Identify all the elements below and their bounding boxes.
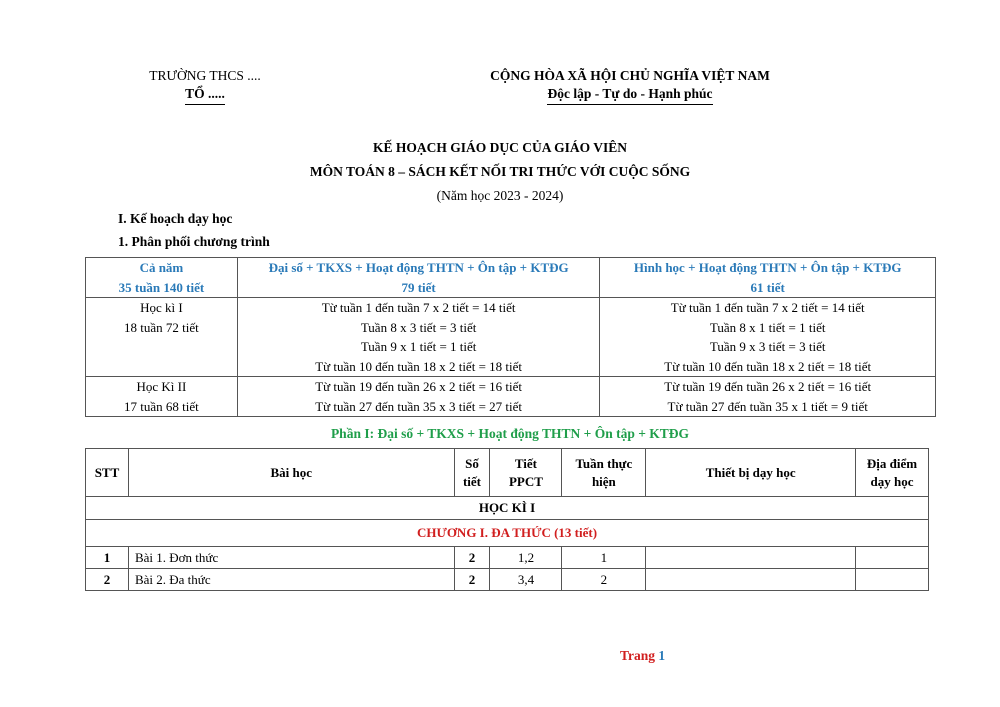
col-lesson: Bài học [128, 449, 454, 497]
lesson-header-row [86, 449, 929, 497]
hk1-algebra-line: Tuần 8 x 3 tiết = 3 tiết [360, 319, 477, 335]
hk2-geometry-line: Từ tuần 27 đến tuần 35 x 1 tiết = 9 tiết [667, 398, 868, 414]
col-week: Tuần thực hiện [562, 449, 646, 497]
row-equipment [646, 569, 856, 591]
year-label: Cả năm [139, 260, 184, 275]
section-heading-1: I. Kế hoạch dạy học [118, 211, 233, 226]
term-row [86, 497, 929, 520]
doc-title: KẾ HOẠCH GIÁO DỤC CỦA GIÁO VIÊN [372, 140, 628, 155]
col-stt: STT [86, 449, 129, 497]
row-place [856, 547, 929, 569]
chapter-row [86, 520, 929, 547]
row-stt: 2 [86, 569, 129, 591]
school-name: TRƯỜNG THCS .... [149, 68, 261, 83]
semester-2-row [86, 377, 936, 417]
header-left [120, 67, 290, 105]
row-ppct: 1,2 [490, 547, 562, 569]
hk1-geometry-line: Từ tuần 1 đến tuần 7 x 2 tiết = 14 tiết [670, 300, 865, 315]
page-number: 1 [658, 648, 666, 663]
hk1-geometry-line: Từ tuần 10 đến tuần 18 x 2 tiết = 18 tiết [664, 358, 872, 374]
table-row [86, 547, 929, 569]
semester-1-total: 18 tuần 72 tiết [124, 319, 199, 335]
page-label: Trang [620, 648, 656, 663]
term-label: HỌC KÌ I [86, 497, 929, 520]
row-periods: 2 [454, 569, 490, 591]
hk2-algebra-line: Từ tuần 19 đến tuần 26 x 2 tiết = 16 tiết [315, 379, 523, 394]
section-heading-2: 1. Phân phối chương trình [118, 234, 270, 249]
row-equipment [646, 547, 856, 569]
chapter-label: CHƯƠNG I. ĐA THỨC (13 tiết) [86, 520, 929, 547]
row-place [856, 569, 929, 591]
distribution-table [85, 257, 936, 417]
hk1-algebra-line: Tuần 9 x 1 tiết = 1 tiết [360, 339, 477, 354]
hk1-algebra-line: Từ tuần 1 đến tuần 7 x 2 tiết = 14 tiết [321, 300, 516, 315]
geometry-label: Hình học + Hoạt động THTN + Ôn tập + KTĐG [633, 260, 902, 275]
row-week: 1 [562, 547, 646, 569]
hk1-algebra-line: Từ tuần 10 đến tuần 18 x 2 tiết = 18 tiết [315, 358, 523, 374]
hk2-algebra-line: Từ tuần 27 đến tuần 35 x 3 tiết = 27 tiết [315, 398, 523, 414]
semester-1-label: Học kì I [140, 300, 183, 315]
hk1-geometry-line: Tuần 8 x 1 tiết = 1 tiết [709, 319, 826, 335]
motto: Độc lập - Tự do - Hạnh phúc [547, 85, 712, 105]
header-right [430, 67, 830, 105]
algebra-label: Đại số + TKXS + Hoạt động THTN + Ôn tập + KTĐG [268, 260, 569, 275]
part-1-title: Phần I: Đại số + TKXS + Hoạt động THTN + Ôn tập + KTĐG [330, 426, 690, 441]
semester-2-label: Học Kì II [136, 379, 187, 394]
distribution-header-row [86, 258, 936, 298]
year-total: 35 tuần 140 tiết [118, 279, 205, 295]
row-lesson: Bài 2. Đa thức [128, 569, 454, 591]
row-stt: 1 [86, 547, 129, 569]
lesson-table [85, 448, 929, 591]
col-periods: Số tiết [454, 449, 490, 497]
row-week: 2 [562, 569, 646, 591]
col-equipment: Thiết bị dạy học [646, 449, 856, 497]
doc-subject: MÔN TOÁN 8 – SÁCH KẾT NỐI TRI THỨC VỚI CUỘC SỐNG [309, 164, 691, 179]
semester-2-total: 17 tuần 68 tiết [124, 398, 199, 414]
col-ppct: Tiết PPCT [490, 449, 562, 497]
row-periods: 2 [454, 547, 490, 569]
col-place: Địa điểm dạy học [856, 449, 929, 497]
row-lesson: Bài 1. Đơn thức [128, 547, 454, 569]
group-name: TỔ ..... [185, 85, 225, 105]
hk2-geometry-line: Từ tuần 19 đến tuần 26 x 2 tiết = 16 tiết [664, 379, 872, 394]
school-year: (Năm học 2023 - 2024) [436, 188, 564, 203]
semester-1-row [86, 298, 936, 377]
table-row [86, 569, 929, 591]
algebra-total: 79 tiết [401, 279, 436, 295]
page-footer [620, 648, 665, 664]
geometry-total: 61 tiết [750, 279, 785, 295]
hk1-geometry-line: Tuần 9 x 3 tiết = 3 tiết [709, 339, 826, 354]
nation-title: CỘNG HÒA XÃ HỘI CHỦ NGHĨA VIỆT NAM [490, 68, 770, 83]
row-ppct: 3,4 [490, 569, 562, 591]
